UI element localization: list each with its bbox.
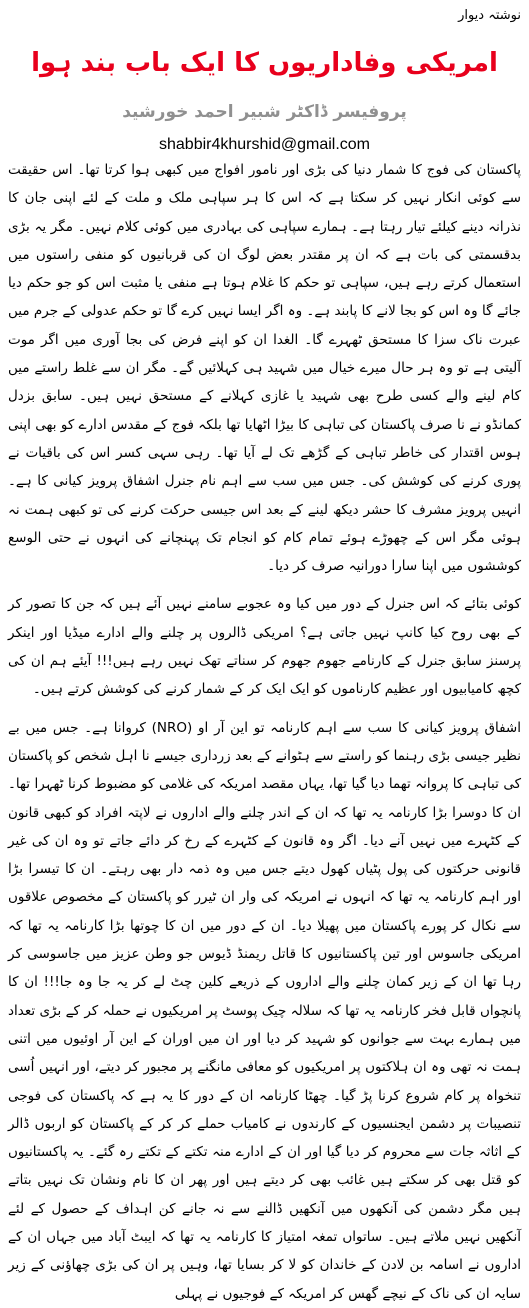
- author-email[interactable]: shabbir4khurshid@gmail.com: [159, 136, 370, 153]
- column-name: نوشتہ دیوار: [458, 8, 521, 23]
- paragraph-2: کوئی بتائے کہ اس جنرل کے دور میں کیا وہ عجوبے سامنے نہیں آئے ہیں کہ جن کا تصور کر کے بھی روح کیا کانپ نہیں جاتی ہے؟ امریکی ڈالروں پر چلنے والے ادارے میڈیا اور اینکر پرسنز سابق جنرل کے کارنامے جھوم جھوم کر سناتے تھک نہیں رہے ہیں!!! آیئے ہم ان کی کچھ کامیابیوں اور عظیم کارناموں کو ایک ایک کر کے شمار کرنے کی کوشش کرتے ہیں۔: [8, 596, 521, 698]
- headline: امریکی وفاداریوں کا ایک باب بند ہوا: [31, 48, 498, 78]
- paragraph-3: اشفاق پرویز کیانی کا سب سے اہم کارنامہ تو این آر او (NRO) کروانا ہے۔ جس میں بے نظیر جیسی بڑی رہنما کو راستے سے ہٹوانے کے بعد زرداری جیسے نا اہل شخص کو پاکستان کی تباہی کا پروانہ تھما دیا گیا تھا، یہاں مقصد امریکہ کی غلامی کو مضبوط کرنا ٹھہرا تھا۔ ان کا دوسرا بڑا کارنامہ یہ تھا کہ ان کے اندر چلنے والے اداروں نے لاپتہ افراد کو کبھی قانون کے کٹہرے میں نہیں آنے دیا۔ اگر وہ قانون کے کٹہرے کے رخ کر دائے جاتے تو وہ ان کی غیر قانونی حرکتوں کی پول پٹیاں کھول دیتے جس میں وہ ذمہ دار بھی رہتے۔ ان کا تیسرا بڑا اور اہم کارنامہ یہ تھا کہ انہوں نے امریکہ کی وار ان ٹیرر کو پاکستان کے مخصوص علاقوں سے نکال کر پورے پاکستان میں پھیلا دیا۔ ان کے دور میں ان کا چوتھا بڑا کارنامہ یہ تھا کہ امریکی جاسوس اور تین پاکستانیوں کا قاتل ریمنڈ ڈیوس جو وطن عزیز میں جاسوسی کر رہا تھا ان کے زیر کمان چلنے والے اداروں کے ذریعے کلین چٹ لے کر یہ جا وہ جا!!! ان کا پانچواں قابل فخر کارنامہ یہ تھا کہ سلالہ چیک پوسٹ پر امریکیوں نے حملہ کر کے بڑی تعداد میں ہمارے بہت سے جوانوں کو شہید کر دیا اور ان میں اوران کے این آر اوئیوں میں اتنی ہمت نہ تھی وہ ان ہلاکتوں پر امریکیوں کو معافی مانگنے پر مجبور کر دیتے، اور انہیں اُسی تنخواہ پر کام شروع کرنا پڑ گیا۔ چھٹا کارنامہ ان کے دور کا یہ ہے کہ پاکستان کی فوجی تنصیبات پر دشمن ایجنسیوں کے کارندوں نے کامیاب حملے کر کر کے پاکستان کو اربوں ڈالر کے اثاثہ جات سے محروم کر دیا گیا اور ان کے ادارے منہ تکتے کے تکتے رہ گئے۔ یہ پاکستانیوں کو قتل بھی کر سکتے ہیں غائب بھی کر دیتے ہیں اور پھر ان کا نام ونشان تک نہیں بتاتے ہیں مگر دشمن کی آنکھوں میں آنکھیں ڈالنے سے نہ جانے کن اہداف کے حصول کے لئے آنکھیں نہیں ملاتے ہیں۔ ساتواں تمغہ امتیاز کا کارنامہ یہ تھا کہ ایبٹ آباد میں جہاں ان کے اداروں نے اسامہ بن لادن کے خاندان کو لا کر بسایا تھا، وہیں پر ان کی بڑی چھاؤنی کے زیر سایہ ان کی ناک کے نیچے گھس کر امریکہ کے فوجیوں نے پہلی: [8, 719, 521, 1302]
- author-byline: پروفیسر ڈاکٹر شبیر احمد خورشید: [122, 102, 407, 122]
- article-body: [8, 156, 521, 1308]
- paragraph-1: پاکستان کی فوج کا شمار دنیا کی بڑی اور نامور افواج میں کبھی ہوا کرتا تھا۔ اس حقیقت سے کوئی انکار نہیں کر سکتا ہے کہ اس کا ہر سپاہی ملک و ملت کے لئے اپنی جان کا نذرانہ دینے کیلئے تیار رہتا ہے۔ ہمارے سپاہی کی بہادری میں کوئی کلام نہیں۔ مگر یہ بڑی بدقسمتی کی بات ہے کہ ان پر مقتدر بعض لوگ ان کی قربانیوں کو منفی راستوں میں استعمال کرتے رہے ہیں، سپاہی تو حکم کا غلام ہوتا ہے منفی یا مثبت اس کو جو حکم دیا جائے گا وہ اس کو بجا لانے کا پابند ہے۔ وہ اگر ایسا نہیں کرے گا تو حکم عدولی کے جرم میں عبرت ناک سزا کا مستحق ٹھہرے گا۔ الغدا ان کو اپنے فرض کی بجا آوری میں اگر موت آلیتی ہے تو وہ ہر حال میرے خیال میں شہید ہی کہلائیں گے۔ مگر ان سے غلط راستے میں کام لینے والے کسی طرح بھی شہید یا غازی کہلانے کے مستحق نہیں ہیں۔ سابق بزدل کمانڈو نے نا صرف پاکستان کی تباہی کا بیڑا اٹھایا تھا بلکہ فوج کے مقدس ادارے کو بھی اپنی ہوس اقتدار کی خاطر تباہی کے گڑھے تک لے آیا تھا۔ رہی سہی کسر اس کی باقیات نے پوری کرنے کی کوشش کی۔ جس میں سب سے اہم نام جنرل اشفاق پرویز کیانی کا ہے۔ انہیں پرویز مشرف کا حشر دیکھ لینے کے بعد اس جیسی حرکت کرنے کی تو کبھی ہمت نہ ہوئی مگر اس کے چھوڑے ہوئے تمام کام کو انجام تک پہنچانے کی انہوں نے حتی الوسع کوششوں میں اپنا سارا دورانیہ صرف کر دیا۔: [8, 162, 521, 575]
